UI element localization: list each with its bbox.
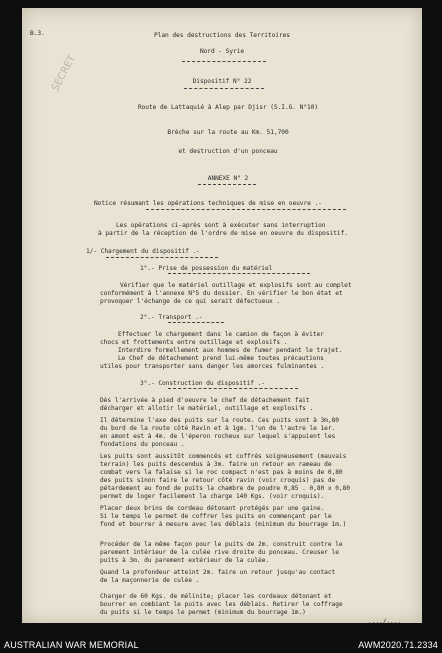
sub-3-line: Placer deux brins de cordeau détonant protégés par une gaine. [100, 505, 325, 512]
footer-accession: AWM2020.71.2334 [358, 640, 438, 650]
page-continuation: ..../.... [368, 618, 402, 623]
sub-1-title: 1°.- Prise de possession du matériel [140, 265, 273, 272]
sub-3-line: parement intérieur de la culée rive droite du ponceau. Creuser le [100, 549, 339, 556]
sub-2-line: chocs et frottements entre outillage et explosifs . [100, 339, 288, 346]
sub-3-line: de la maçonnerie de culée . [100, 577, 200, 584]
sub-3-line: fondations du ponceau . [100, 441, 185, 448]
sub-3-line: fond et bourrer à mesure avec les déblais (minimum du bourrage 1m.) [100, 521, 347, 528]
footer-source: AUSTRALIAN WAR MEMORIAL [4, 640, 139, 650]
header-region: Nord - Syrie [199, 48, 245, 55]
sub-3-line: en amont est à 4m. de l'éperon rocheux sur lequel s'appuient les [100, 433, 336, 440]
sub-1-rule [168, 273, 310, 274]
sub-3-line: Quand la profondeur atteint 2m. faire un retour jusqu'au contact [100, 569, 336, 576]
intro-line-1: Les opérations ci-après sont à exécuter sans interruption [116, 222, 326, 229]
sub-2-line: Interdire formellement aux hommes de fumer pendant le trajet. [118, 347, 343, 354]
sub-3-rule [168, 388, 298, 389]
sub-1-line: conformément à l'annexe N°5 du dossier. En vérifier le bon état et [100, 290, 343, 297]
sub-2-line: Effectuer le chargement dans le camion de façon à éviter [118, 331, 324, 338]
sub-3-line: Procéder de la même façon pour le puits de 2m. construit contre le [100, 541, 343, 548]
sub-3-line: permet de loger facilement la charge 140 Kgs. (voir croquis). [100, 493, 325, 500]
destruction-line: et destruction d'un ponceau [178, 148, 278, 155]
notice-rule [146, 209, 346, 210]
page-reference: B.3. [30, 30, 45, 37]
dispositif-number: Dispositif N° 22 [192, 78, 252, 85]
sub-3-line: combat vers la falaise si le roc compact n'est pas à moins de 0,80 [100, 469, 343, 476]
sub-3-line: bourrer en combiant le puits avec les déblais. Retirer le coffrage [100, 601, 343, 608]
sub-2-line: utiles pour transporter sans danger les amorces fulminantes . [100, 363, 325, 370]
header-rule [182, 61, 266, 62]
dispositif-rule [184, 88, 264, 89]
sub-2-title: 2°.- Transport .- [140, 314, 203, 321]
sub-3-line: Si le temps le permet de coffrer les puits en commençant par le [100, 513, 332, 520]
sub-3-line: terrain) les puits descendus à 3m. faire un retour en rameau de [100, 461, 332, 468]
section-1-rule [106, 257, 218, 258]
annexe-rule [198, 184, 256, 185]
sub-3-line: Il détermine l'axe des puits sur la route. Ces puits sont à 3m,80 [100, 417, 339, 424]
notice-title: Notice résumant les opérations techniques de mise en oeuvre .- [94, 200, 322, 207]
secret-stamp: SECRET [50, 53, 79, 94]
intro-line-2: à partir de la réception de l'ordre de mise en oeuvre du dispositif. [98, 230, 348, 237]
sub-2-rule [168, 322, 224, 323]
sub-3-line: Dès l'arrivée à pied d'oeuvre le chef de détachement fait [100, 397, 310, 404]
sub-3-line: Les puits sont aussitôt commencés et coffrés soigneusement (mauvais [100, 453, 347, 460]
sub-3-line: Charger de 60 Kgs. de mélinite; placer les cordeaux détonant et [100, 593, 332, 600]
sub-1-line: provoquer l'échange de ce qui serait défectueux . [100, 298, 281, 305]
sub-1-line: Vérifier que le matériel outillage et explosifs sont au complet [120, 282, 352, 289]
document-page [22, 8, 422, 623]
route-line: Route de Lattaquié à Alep par Djisr (S.I.G. N°10) [137, 104, 319, 111]
sub-3-line: puits à 3m. du parement extérieur de la culée. [100, 557, 270, 564]
annexe-title: ANNEXE N° 2 [207, 175, 249, 182]
sub-3-title: 3°.- Construction du dispositif .- [140, 380, 265, 387]
sub-3-line: du bord de la route côté Ravin et à 1gm. l'un de l'autre le 1er. [100, 425, 336, 432]
section-1-title: 1/- Chargement du dispositif .- [86, 248, 200, 255]
sub-2-line: Le Chef de détachement prend lui-même toutes précautions [118, 355, 324, 362]
sub-3-line: du puits si le temps le permet (minimum du bourrage 1m.) [100, 609, 306, 616]
sub-3-line: décharger et allotir le matériel, outillage et explosifs . [100, 405, 314, 412]
sub-3-line: pétardement au fond de puits la chambre de poudre 0,85 . 0,80 x 0,80 [100, 485, 350, 492]
header-title: Plan des destructions des Territoires [154, 32, 290, 39]
sub-3-line: des puits sinon faire le retour côté ravin (voir croquis) pas de [100, 477, 336, 484]
breche-line: Brèche sur la route au Km. 51,700 [167, 129, 289, 136]
